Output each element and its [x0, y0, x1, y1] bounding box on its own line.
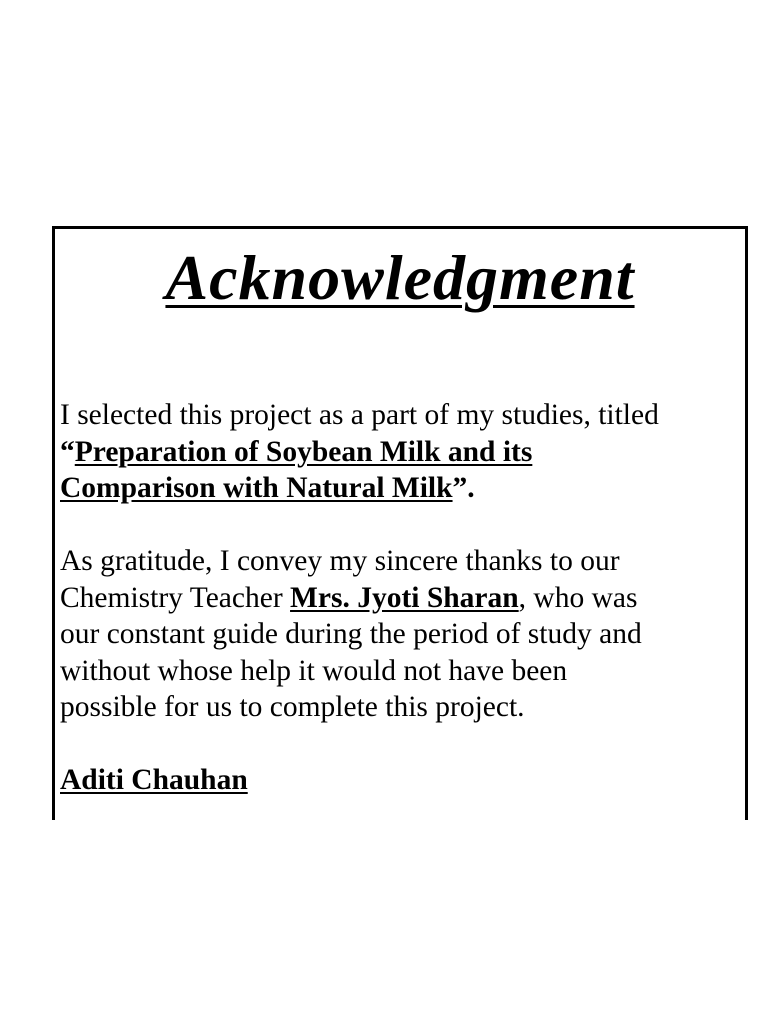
- page-title: [55, 243, 745, 313]
- signature-name: Aditi Chauhan: [60, 764, 248, 796]
- gratitude-line4: without whose help it would not have been: [60, 654, 568, 687]
- open-quote: “: [60, 435, 75, 468]
- gratitude-line3: our constant guide during the period of study and: [60, 618, 642, 650]
- gratitude-line5: possible for us to complete this project.: [60, 691, 525, 723]
- signature-paragraph: [60, 762, 744, 799]
- teacher-name: Mrs. Jyoti Sharan: [290, 581, 519, 614]
- close-quote: ”.: [452, 472, 475, 504]
- project-intro-text: I selected this project as a part of my studies, titled: [60, 399, 659, 431]
- gratitude-line1: As gratitude, I convey my sincere thanks to our: [60, 545, 620, 577]
- acknowledgment-body: [60, 397, 744, 799]
- acknowledgment-frame: [52, 226, 748, 820]
- gratitude-line2-suffix: , who was: [518, 581, 638, 614]
- gratitude-paragraph: [60, 543, 744, 726]
- project-title-line1: Preparation of Soybean Milk and its: [74, 435, 533, 468]
- project-paragraph: [60, 397, 744, 507]
- page-title-text: Acknowledgment: [165, 242, 635, 313]
- project-title-line2: Comparison with Natural Milk: [60, 472, 453, 504]
- gratitude-line2-prefix: Chemistry Teacher: [60, 581, 291, 614]
